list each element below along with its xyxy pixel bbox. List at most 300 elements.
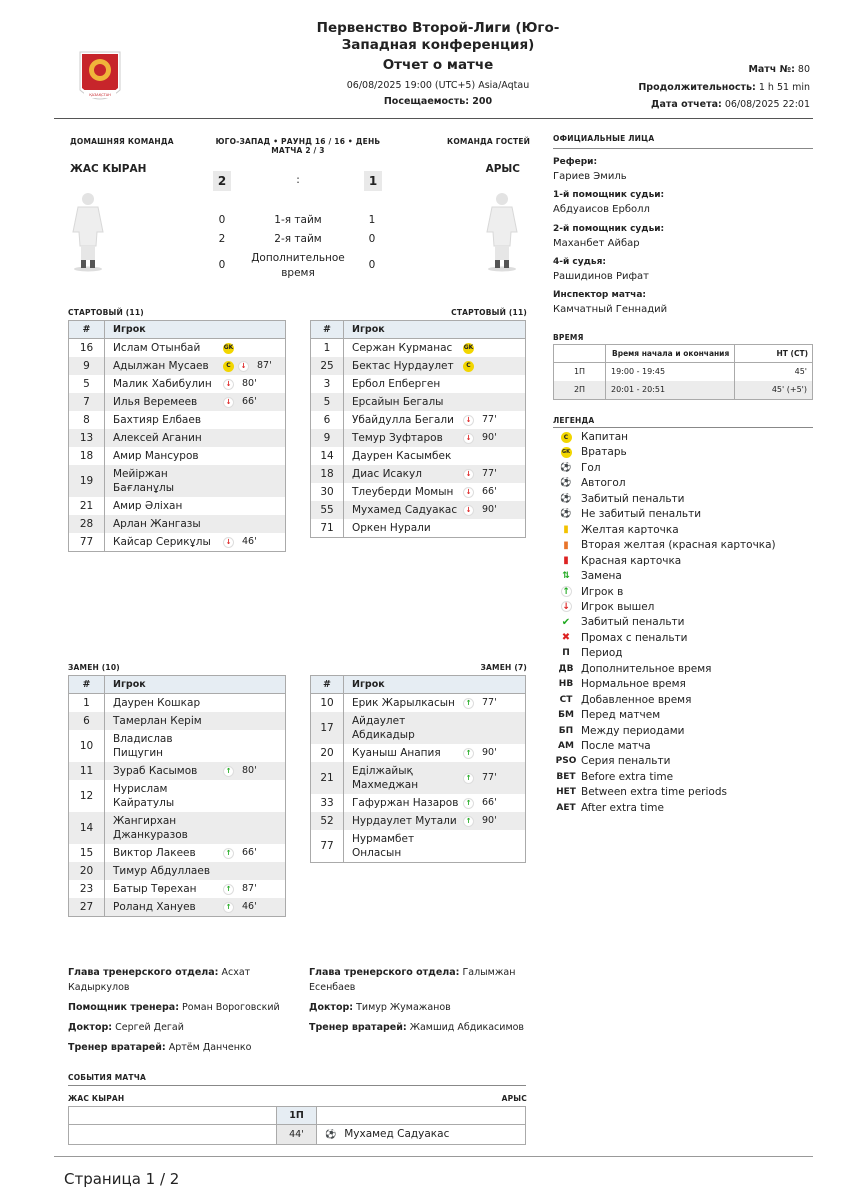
- legend-text: Капитан: [581, 431, 628, 443]
- staff-entry: Тренер вратарей: Артём Данченко: [68, 1042, 252, 1053]
- table-row: [69, 533, 286, 552]
- substitution-minute: 80': [242, 378, 257, 389]
- second-yellow-icon: ▮: [563, 539, 569, 551]
- legend-item: [557, 709, 660, 721]
- legend-item: [557, 446, 627, 458]
- events-col-period: 1П: [277, 1107, 317, 1125]
- events-home-team: ЖАС КЫРАН: [68, 1094, 125, 1103]
- legend-key: [557, 524, 575, 535]
- legend-item: [557, 663, 711, 675]
- table-row: [69, 465, 286, 497]
- player-number: 20: [69, 862, 105, 880]
- table-row: [69, 393, 286, 411]
- time-row: [554, 381, 813, 400]
- home-score: 2: [213, 171, 231, 191]
- match-duration: Продолжительность: 1 h 51 min: [638, 82, 810, 93]
- legend-item: [557, 678, 686, 690]
- player-name: Убайдулла Бегали: [352, 414, 454, 426]
- player-number: 21: [311, 762, 344, 794]
- table-row: [69, 694, 286, 713]
- player-cell: [105, 762, 286, 780]
- extra-time-home: 0: [218, 259, 226, 271]
- player-number: 12: [69, 780, 105, 812]
- events-caption: СОБЫТИЯ МАТЧА: [68, 1073, 146, 1082]
- table-row: [311, 357, 526, 375]
- player-cell: [105, 497, 286, 515]
- captain-icon: C: [223, 361, 234, 372]
- col-player: Игрок: [105, 321, 286, 339]
- player-number: 71: [311, 519, 344, 538]
- table-row: [69, 780, 286, 812]
- home-starting-table: [68, 320, 286, 552]
- table-row: [69, 730, 286, 762]
- table-row: [69, 762, 286, 780]
- col-num: #: [69, 676, 105, 694]
- player-name: Мухамед Садуакас: [352, 504, 458, 516]
- player-cell: [105, 880, 286, 898]
- legend-item: [557, 647, 623, 659]
- table-row: [69, 712, 286, 730]
- col-player: Игрок: [344, 321, 526, 339]
- table-row: [311, 393, 526, 411]
- official-name: Маханбет Айбар: [553, 238, 640, 249]
- player-cell: [344, 465, 526, 483]
- time-table: [553, 344, 813, 400]
- legend-item: [557, 493, 685, 505]
- legend-text: Замена: [581, 570, 622, 583]
- col-period: [554, 345, 606, 363]
- officials-caption: ОФИЦИАЛЬНЫЕ ЛИЦА: [553, 134, 655, 143]
- player-cell: [105, 515, 286, 533]
- player-number: 55: [311, 501, 344, 519]
- legend-key: НВ: [558, 679, 574, 690]
- away-kit-icon: [484, 190, 520, 275]
- away-team-name: АРЫС: [485, 163, 520, 175]
- home-starting-caption: СТАРТОВЫЙ (11): [68, 308, 144, 317]
- official-name: Камчатный Геннадий: [553, 304, 668, 315]
- player-name: Даурен Кошкар: [113, 697, 201, 709]
- player-name: Владислав Пищугин: [113, 733, 173, 759]
- player-out-icon: ↓: [463, 433, 474, 444]
- staff-entry: Глава тренерского отдела: Асхат Кадыркулов: [68, 967, 251, 993]
- player-cell: [105, 465, 286, 497]
- legend-item: [557, 462, 601, 474]
- player-name: Батыр Төрехан: [113, 883, 197, 895]
- table-row: [311, 712, 526, 744]
- home-subs-table: [68, 675, 286, 917]
- player-in-icon: ↑: [223, 848, 234, 859]
- legend-key: БМ: [558, 710, 574, 721]
- legend-text: Промах с пенальти: [581, 631, 688, 644]
- legend-item: [557, 601, 654, 613]
- legend-key: [557, 632, 575, 643]
- legend-text: Between extra time periods: [581, 786, 727, 799]
- table-row: [311, 429, 526, 447]
- player-cell: [105, 393, 286, 411]
- col-time-range: Время начала и окончания: [606, 345, 735, 363]
- player-name: Ислам Отынбай: [113, 342, 201, 354]
- player-number: 33: [311, 794, 344, 812]
- official-name: Абдуаисов Ерболл: [553, 204, 650, 215]
- red-card-icon: ▮: [563, 555, 569, 567]
- player-cell: [344, 429, 526, 447]
- legend-key: [557, 571, 575, 582]
- legend-item: [557, 725, 684, 737]
- penalty-scored-check-icon: ✔: [561, 616, 571, 628]
- period-2-label: 2-я тайм: [274, 233, 322, 245]
- events-table: [68, 1106, 526, 1145]
- official-role: Рефери:: [553, 157, 598, 167]
- player-name: Айдаулет Абдикадыр: [352, 715, 415, 741]
- legend-text: Гол: [581, 461, 601, 474]
- legend-key: БП: [558, 725, 574, 736]
- legend-text: Между периодами: [581, 724, 685, 737]
- player-name: Сержан Курманас: [352, 342, 453, 354]
- player-cell: [344, 411, 526, 429]
- player-name: Виктор Лакеев: [113, 847, 196, 859]
- yellow-card-icon: ▮: [563, 524, 569, 536]
- page-indicator: Страница 1 / 2: [64, 1170, 180, 1188]
- col-num: #: [69, 321, 105, 339]
- goalkeeper-icon: GK: [463, 343, 474, 354]
- federation-logo: [76, 50, 124, 108]
- substitution-minute: 90': [482, 747, 497, 758]
- header-divider: [54, 118, 813, 119]
- legend-item: [557, 632, 687, 644]
- player-name: Ерик Жарылкасын: [352, 697, 455, 709]
- substitution-minute: 66': [242, 396, 257, 407]
- table-row: [69, 880, 286, 898]
- player-name: Нурмамбет Онласын: [352, 833, 415, 859]
- legend-text: Период: [581, 647, 623, 660]
- player-cell: [344, 339, 526, 358]
- player-in-icon: ↑: [562, 586, 570, 597]
- player-cell: [105, 694, 286, 713]
- player-number: 6: [69, 712, 105, 730]
- legend-key: [557, 462, 575, 473]
- legend-item: [557, 616, 685, 628]
- legend-key: AET: [556, 802, 576, 813]
- table-row: [69, 339, 286, 358]
- extra-time-label: Дополнительное время: [251, 252, 345, 279]
- player-cell: [344, 762, 526, 794]
- player-number: 77: [311, 830, 344, 863]
- extra-time-away: 0: [368, 259, 376, 271]
- staff-entry: Тренер вратарей: Жамшид Абдикасимов: [309, 1022, 525, 1033]
- period: 2П: [554, 381, 606, 400]
- table-row: [311, 411, 526, 429]
- home-staff: [68, 965, 293, 1055]
- player-out-icon: ↓: [463, 487, 474, 498]
- table-row: [311, 447, 526, 465]
- player-name: Нурислам Кайратулы: [113, 783, 175, 809]
- goalkeeper-icon: GK: [561, 447, 572, 458]
- player-name: Даурен Касымбек: [352, 450, 452, 462]
- substitution-minute: 46': [242, 901, 257, 912]
- player-number: 17: [311, 712, 344, 744]
- col-player: Игрок: [105, 676, 286, 694]
- legend-item: [557, 508, 701, 520]
- event-row: [69, 1125, 526, 1145]
- player-cell: [344, 744, 526, 762]
- captain-icon: C: [463, 361, 474, 372]
- player-name: Амир Мансуров: [113, 450, 199, 462]
- legend-text: Нормальное время: [581, 678, 686, 691]
- player-name: Роланд Хануев: [113, 901, 196, 913]
- col-num: #: [311, 676, 344, 694]
- player-number: 8: [69, 411, 105, 429]
- player-cell: [105, 411, 286, 429]
- home-subs-caption: ЗАМЕН (10): [68, 663, 120, 672]
- player-number: 6: [311, 411, 344, 429]
- col-num: #: [311, 321, 344, 339]
- player-number: 19: [69, 465, 105, 497]
- legend-text: Игрок в: [581, 585, 624, 598]
- table-row: [311, 794, 526, 812]
- player-name: Адылжан Мусаев: [113, 360, 209, 372]
- event-minute: 44': [277, 1125, 317, 1145]
- legend-item: [557, 539, 776, 551]
- player-number: 1: [69, 694, 105, 713]
- player-cell: [105, 780, 286, 812]
- score-separator: :: [296, 174, 300, 186]
- player-cell: [344, 519, 526, 538]
- player-name: Гафуржан Назаров: [352, 797, 459, 809]
- events-col-home: [69, 1107, 277, 1125]
- player-cell: [344, 501, 526, 519]
- table-row: [69, 862, 286, 880]
- legend-item: [557, 694, 691, 706]
- substitution-minute: 66': [482, 486, 497, 497]
- away-score: 1: [364, 171, 382, 191]
- player-number: 10: [69, 730, 105, 762]
- player-number: 21: [69, 497, 105, 515]
- legend-text: Красная карточка: [581, 554, 682, 567]
- player-cell: [344, 483, 526, 501]
- legend-item: [557, 802, 664, 814]
- period-1-label: 1-я тайм: [274, 214, 322, 226]
- officials-divider: [553, 148, 813, 149]
- home-kit-icon: [70, 190, 106, 275]
- player-cell: [344, 447, 526, 465]
- report-title: Первенство Второй-Лиги (Юго-Западная конференция): [316, 20, 560, 53]
- table-row: [311, 694, 526, 713]
- player-cell: [344, 712, 526, 744]
- player-cell: [105, 533, 286, 552]
- legend-key: [557, 586, 575, 597]
- table-row: [69, 497, 286, 515]
- table-row: [69, 844, 286, 862]
- staff-entry: Глава тренерского отдела: Галымжан Есенбаев: [309, 967, 516, 993]
- legend-item: [557, 740, 651, 752]
- legend-item: [557, 786, 727, 798]
- svg-text:ҚАЗАҚСТАН: ҚАЗАҚСТАН: [89, 93, 111, 97]
- goal-icon: ⚽: [560, 462, 572, 473]
- legend-item: [557, 771, 673, 783]
- substitution-minute: 87': [257, 360, 272, 371]
- penalty-missed-icon: ⚽: [560, 509, 572, 520]
- player-number: 9: [69, 357, 105, 375]
- player-in-icon: ↑: [463, 773, 474, 784]
- player-cell: [105, 712, 286, 730]
- player-in-icon: ↑: [223, 902, 234, 913]
- table-row: [69, 515, 286, 533]
- player-number: 23: [69, 880, 105, 898]
- legend-key: ДВ: [558, 663, 574, 674]
- substitution-minute: 66': [482, 797, 497, 808]
- goalkeeper-icon: GK: [223, 343, 234, 354]
- player-out-icon: ↓: [223, 537, 234, 548]
- half-time: 45': [735, 363, 813, 382]
- player-name: Диас Исакул: [352, 468, 422, 480]
- legend-text: Автогол: [581, 477, 626, 490]
- player-name: Зураб Касымов: [113, 765, 198, 777]
- events-away-team: АРЫС: [501, 1094, 527, 1103]
- substitution-minute: 90': [482, 815, 497, 826]
- legend-key: [557, 617, 575, 628]
- away-staff: [309, 965, 527, 1035]
- legend-text: Желтая карточка: [581, 523, 679, 536]
- player-cell: [105, 429, 286, 447]
- player-number: 1: [311, 339, 344, 358]
- player-cell: [344, 812, 526, 830]
- legend-key: BET: [556, 771, 576, 782]
- legend-item: [557, 431, 628, 443]
- staff-entry: Доктор: Сергей Дегай: [68, 1022, 184, 1033]
- player-name: Малик Хабибулин: [113, 378, 212, 390]
- table-row: [69, 375, 286, 393]
- match-datetime: 06/08/2025 19:00 (UTC+5) Asia/Aqtau: [346, 80, 530, 91]
- player-name: Алексей Аганин: [113, 432, 202, 444]
- legend-text: Забитый пенальти: [581, 492, 685, 505]
- player-cell: [105, 357, 286, 375]
- legend-key: PSO: [555, 756, 577, 767]
- away-subs-caption: ЗАМЕН (7): [480, 663, 527, 672]
- substitution-minute: 90': [482, 504, 497, 515]
- legend-text: Серия пенальти: [581, 755, 671, 768]
- table-row: [311, 375, 526, 393]
- table-row: [311, 501, 526, 519]
- substitution-minute: 80': [242, 765, 257, 776]
- player-cell: [105, 730, 286, 762]
- period: 1П: [554, 363, 606, 382]
- table-row: [311, 744, 526, 762]
- table-row: [69, 447, 286, 465]
- player-number: 77: [69, 533, 105, 552]
- player-out-icon: ↓: [223, 397, 234, 408]
- official-role: 2-й помощник судьи:: [553, 224, 665, 234]
- player-in-icon: ↑: [463, 698, 474, 709]
- player-name: Жангирхан Джанкуразов: [113, 815, 188, 841]
- time-range: 19:00 - 19:45: [606, 363, 735, 382]
- staff-entry: Доктор: Тимур Жумажанов: [309, 1002, 451, 1013]
- legend-text: Добавленное время: [581, 693, 692, 706]
- player-number: 5: [69, 375, 105, 393]
- player-name: Амир Әлiхан: [113, 500, 183, 512]
- period-2-away: 0: [368, 233, 376, 245]
- report-date: Дата отчета: 06/08/2025 22:01: [651, 99, 810, 110]
- player-number: 27: [69, 898, 105, 917]
- player-cell: [344, 393, 526, 411]
- player-number: 18: [311, 465, 344, 483]
- attendance: Посещаемость: 200: [383, 96, 493, 107]
- player-number: 25: [311, 357, 344, 375]
- official-name: Гариев Эмиль: [553, 171, 627, 182]
- table-row: [311, 339, 526, 358]
- legend-text: Вторая желтая (красная карточка): [581, 539, 776, 552]
- player-out-icon: ↓: [562, 601, 570, 612]
- player-number: 52: [311, 812, 344, 830]
- substitution-minute: 46': [242, 536, 257, 547]
- legend-key: [557, 447, 575, 458]
- legend-item: [557, 586, 623, 598]
- period-1-away: 1: [368, 214, 376, 226]
- table-row: [69, 429, 286, 447]
- player-cell: [105, 339, 286, 358]
- player-cell: [344, 794, 526, 812]
- official-role: Инспектор матча:: [553, 290, 646, 300]
- player-name: Ербол Епберген: [352, 378, 441, 390]
- player-cell: [105, 375, 286, 393]
- player-in-icon: ↑: [463, 748, 474, 759]
- player-cell: [344, 694, 526, 713]
- player-name: Еділжайық Махмеджан: [352, 765, 419, 791]
- player-name: Кайсар Серикұлы: [113, 536, 211, 548]
- legend-key: HET: [556, 787, 576, 798]
- legend-item: [557, 477, 626, 489]
- home-team-caption: ДОМАШНЯЯ КОМАНДА: [70, 137, 174, 146]
- player-cell: [344, 357, 526, 375]
- player-cell: [105, 862, 286, 880]
- player-name: Мейiржан Бағланұлы: [113, 468, 175, 494]
- legend-text: После матча: [581, 740, 651, 752]
- table-row: [311, 483, 526, 501]
- legend-item: [557, 524, 679, 536]
- match-number: Матч №: 80: [748, 64, 810, 75]
- player-name: Арлан Жангазы: [113, 518, 201, 530]
- col-player: Игрок: [344, 676, 526, 694]
- player-number: 10: [311, 694, 344, 713]
- half-time: 45' (+5'): [735, 381, 813, 400]
- events-col-away: [317, 1107, 526, 1125]
- table-row: [311, 519, 526, 538]
- time-caption: ВРЕМЯ: [553, 333, 584, 342]
- player-in-icon: ↑: [463, 816, 474, 827]
- player-number: 13: [69, 429, 105, 447]
- player-number: 3: [311, 375, 344, 393]
- event-home: [69, 1125, 277, 1145]
- report-subtitle: Отчет о матче: [382, 57, 494, 73]
- player-in-icon: ↑: [223, 766, 234, 777]
- legend-text: After extra time: [581, 801, 664, 814]
- player-name: Куаныш Анапия: [352, 747, 441, 759]
- legend-text: Игрок вышел: [581, 600, 655, 613]
- substitution-icon: ⇅: [562, 571, 570, 582]
- legend-key: СТ: [559, 694, 573, 705]
- substitution-minute: 66': [242, 847, 257, 858]
- legend-key: [557, 555, 575, 566]
- penalty-scored-icon: ⚽: [560, 493, 572, 504]
- official-name: Рашидинов Рифат: [553, 271, 649, 282]
- table-row: [69, 898, 286, 917]
- player-name: Бектас Нурдаулет: [352, 360, 454, 372]
- substitution-minute: 77': [482, 468, 497, 479]
- player-in-icon: ↑: [463, 798, 474, 809]
- player-number: 18: [69, 447, 105, 465]
- away-subs-table: [310, 675, 526, 863]
- own-goal-icon: ⚽: [560, 478, 572, 489]
- legend-key: [557, 601, 575, 612]
